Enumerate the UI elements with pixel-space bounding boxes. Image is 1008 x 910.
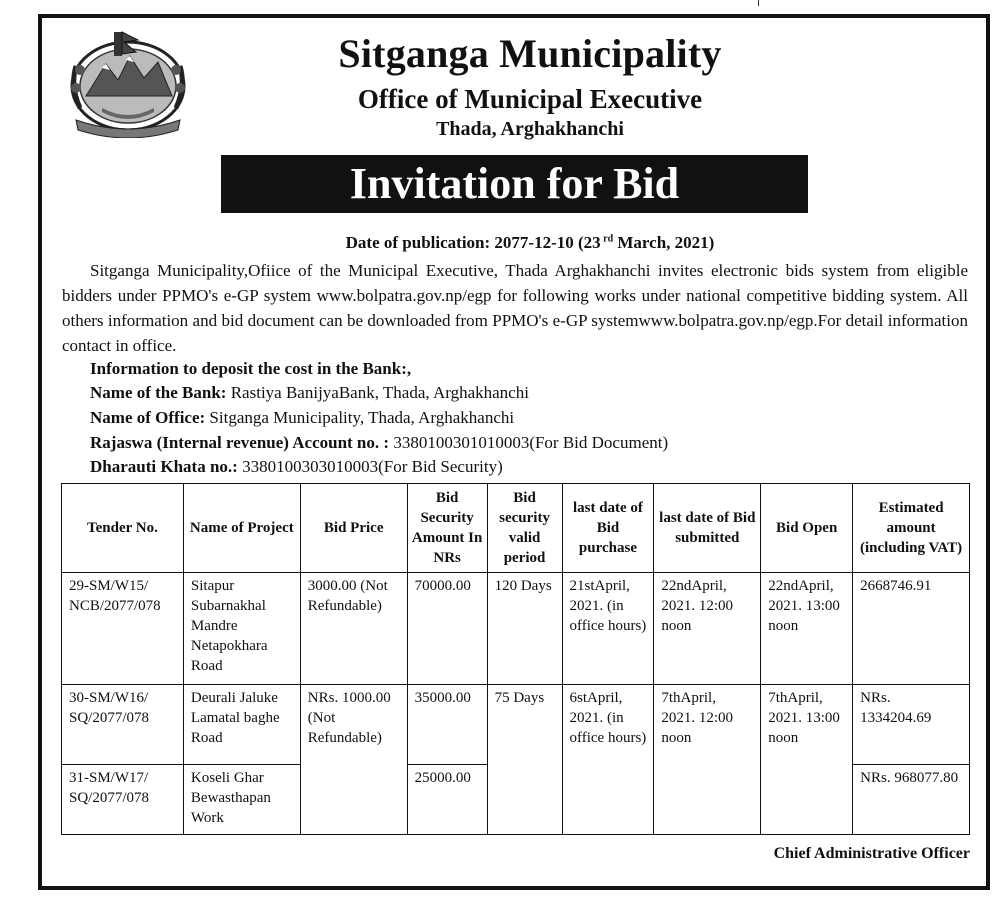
bank-name-line: Name of the Bank: Rastiya BanijyaBank, Thada, Arghakhanchi <box>90 383 529 402</box>
intro-paragraph: Sitganga Municipality,Ofiice of the Municipal Executive, Thada Arghakhanchi invites electronic bids system from eligible bidders under PPMO's e-GP system www.bolpatra.gov.np/egp for following works under national competitive bidding system. All others information and bid document can be downloaded from PPMO's e-GP systemwww.bolpatra.gov.np/egp.For detail information contact in office. <box>62 261 968 355</box>
municipality-title: Sitganga Municipality <box>338 31 722 76</box>
dharauti-account-line: Dharauti Khata no.: 3380100303010003(For Bid Security) <box>90 457 503 476</box>
cell-project-name: Deurali Jaluke Lamatal baghe Road <box>183 685 300 765</box>
office-name-line: Name of Office: Sitganga Municipality, Thada, Arghakhanchi <box>90 408 515 427</box>
cell-bid-open: 7thApril, 2021. 13:00 noon <box>761 685 853 835</box>
cell-security-validity: 120 Days <box>487 573 562 685</box>
publication-date: Date of publication: 2077-12-10 (23 $^{rd}$ March, 2021) <box>345 233 715 252</box>
cell-estimated-amount: NRs. 968077.80 <box>853 765 970 835</box>
header-last-date-submitted: last date of Bid submitted <box>654 484 761 573</box>
table-header-row <box>62 484 970 573</box>
top-rule <box>758 0 759 6</box>
nepal-government-emblem-icon <box>62 26 194 138</box>
cell-last-date-purchase: 21stApril, 2021. (in office hours) <box>562 573 654 685</box>
cell-last-date-submitted: 22ndApril, 2021. 12:00 noon <box>654 573 761 685</box>
cell-bid-price: NRs. 1000.00 (Not Refundable) <box>300 685 407 835</box>
header-security-validity: Bid security valid period <box>487 484 562 573</box>
header-last-date-purchase: last date of Bid purchase <box>562 484 654 573</box>
cell-tender-no: 31-SM/W17/ SQ/2077/078 <box>62 765 184 835</box>
cell-last-date-purchase: 6stApril, 2021. (in office hours) <box>562 685 654 835</box>
cell-bid-security: 35000.00 <box>407 685 487 765</box>
cell-estimated-amount: NRs. 1334204.69 <box>853 685 970 765</box>
header-bid-open: Bid Open <box>761 484 853 573</box>
header-project-name: Name of Project <box>183 484 300 573</box>
cell-last-date-submitted: 7thApril, 2021. 12:00 noon <box>654 685 761 835</box>
rajaswa-account-line: Rajaswa (Internal revenue) Account no. : 3380100301010003(For Bid Document) <box>90 433 669 452</box>
cell-estimated-amount: 2668746.91 <box>853 573 970 685</box>
table-row <box>62 685 970 765</box>
cell-bid-security: 25000.00 <box>407 765 487 835</box>
header-bid-price: Bid Price <box>300 484 407 573</box>
header-bid-security: Bid Security Amount In NRs <box>407 484 487 573</box>
cell-security-validity: 75 Days <box>487 685 562 835</box>
cell-bid-open: 22ndApril, 2021. 13:00 noon <box>761 573 853 685</box>
signature-title: Chief Administrative Officer <box>773 845 970 862</box>
header-tender-no: Tender No. <box>62 484 184 573</box>
cell-bid-price: 3000.00 (Not Refundable) <box>300 573 407 685</box>
table-row <box>62 573 970 685</box>
cell-tender-no: 30-SM/W16/ SQ/2077/078 <box>62 685 184 765</box>
office-location: Thada, Arghakhanchi <box>436 118 624 140</box>
cell-bid-security: 70000.00 <box>407 573 487 685</box>
notice-banner: Invitation for Bid <box>221 155 808 213</box>
bid-table <box>61 483 970 835</box>
office-subtitle: Office of Municipal Executive <box>357 84 703 114</box>
cell-project-name: Koseli Ghar Bewasthapan Work <box>183 765 300 835</box>
cell-tender-no: 29-SM/W15/ NCB/2077/078 <box>62 573 184 685</box>
cell-project-name: Sitapur Subarnakhal Mandre Netapokhara Road <box>183 573 300 685</box>
header-estimated-amount: Estimated amount (including VAT) <box>853 484 970 573</box>
bank-info-heading: Information to deposit the cost in the Bank:, <box>90 359 412 378</box>
